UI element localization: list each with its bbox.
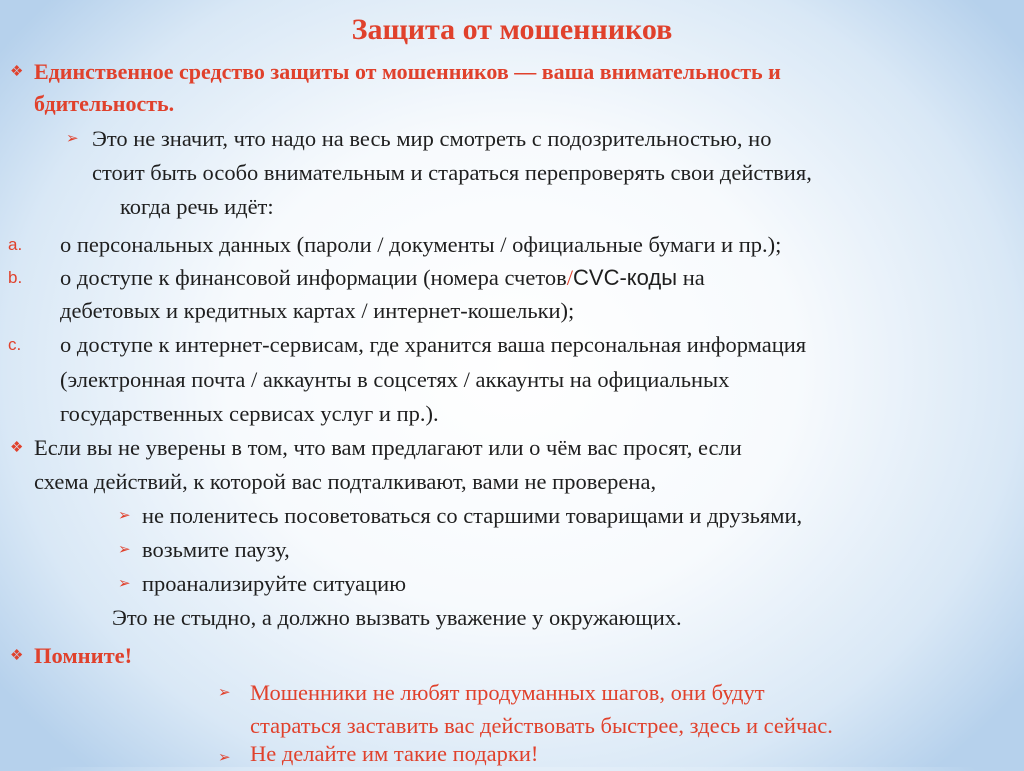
list-item-b-tail: на [677, 265, 705, 290]
remember-line-3: Не делайте им такие подарки! [250, 741, 539, 766]
subpoint-line-1: Это не значит, что надо на весь мир смотреть с подозрительностью, но [92, 126, 772, 151]
remember-heading: Помните! [34, 643, 133, 668]
list-letter-c: c. [8, 335, 22, 354]
arrow-bullet-icon: ➢ [218, 685, 231, 701]
arrow-bullet-icon: ➢ [118, 542, 131, 558]
list-item-b-line-2: дебетовых и кредитных картах / интернет-кошельки); [60, 298, 575, 323]
list-item-c-line-2: (электронная почта / аккаунты в соцсетях / аккаунты на официальных [60, 367, 730, 392]
second-point-line-2: схема действий, к которой вас подталкивают, вами не проверена, [34, 469, 657, 494]
list-item-a: о персональных данных (пароли / документы / официальные бумаги и пр.); [60, 232, 782, 257]
second-point-line-1: Если вы не уверены в том, что вам предлагают или о чём вас просят, если [34, 435, 742, 460]
arrow-bullet-icon: ➢ [66, 131, 79, 147]
remember-line-2: стараться заставить вас действовать быстрее, здесь и сейчас. [250, 713, 833, 738]
diamond-bullet-icon: ❖ [10, 64, 24, 80]
arrow-bullet-icon: ➢ [118, 576, 131, 592]
remember-line-1: Мошенники не любят продуманных шагов, они будут [250, 680, 765, 705]
main-point-line-2: бдительность. [34, 91, 175, 116]
list-item-c-line-1: о доступе к интернет-сервисам, где хранится ваша персональная информация [60, 332, 807, 357]
list-letter-b: b. [8, 268, 23, 287]
subpoint-line-2: стоит быть особо внимательным и стараться перепроверять свои действия, [92, 160, 812, 185]
subpoint-line-3: когда речь идёт: [120, 194, 274, 219]
main-point-line-1: Единственное средство защиты от мошенников — ваша внимательность и [34, 59, 781, 84]
cvc-codes: CVC-коды [573, 265, 678, 290]
list-item-b-line-1 [60, 265, 705, 291]
list-item-c-line-3: государственных сервисах услуг и пр.). [60, 401, 439, 426]
advice-item-1: не поленитесь посоветоваться со старшими товарищами и друзьями, [142, 503, 803, 528]
slash-separator: / [566, 265, 574, 290]
advice-item-2: возьмите паузу, [142, 537, 290, 562]
list-item-b-text: о доступе к финансовой информации (номера счетов [60, 265, 567, 290]
advice-item-3: проанализируйте ситуацию [142, 571, 407, 596]
diamond-bullet-icon: ❖ [10, 440, 24, 456]
advice-note: Это не стыдно, а должно вызвать уважение у окружающих. [112, 605, 682, 630]
diamond-bullet-icon: ❖ [10, 648, 24, 664]
arrow-bullet-icon: ➢ [218, 750, 231, 766]
arrow-bullet-icon: ➢ [118, 508, 131, 524]
slide-title: Защита от мошенников [351, 13, 673, 46]
list-letter-a: a. [8, 235, 23, 254]
